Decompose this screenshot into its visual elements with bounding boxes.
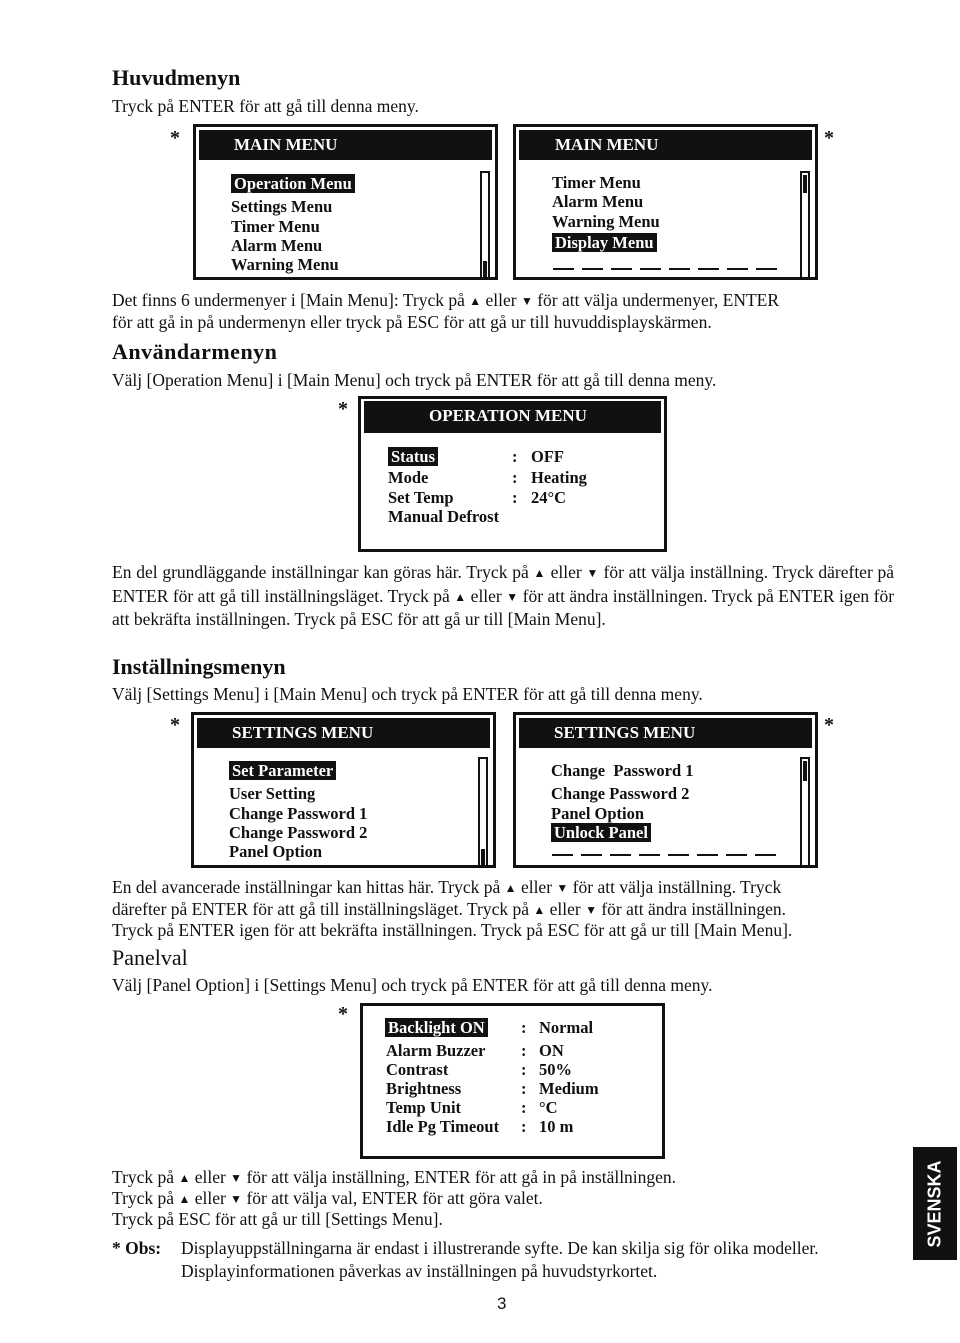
scrollbar-icon <box>480 171 490 279</box>
setting-value: 24°C <box>531 488 567 507</box>
menu-item-selected: Unlock Panel <box>551 823 651 842</box>
setting-value: 50% <box>539 1060 572 1079</box>
menu-item: Alarm Menu <box>231 236 323 255</box>
text: eller <box>550 562 582 582</box>
intro-panel-option: Välj [Panel Option] i [Settings Menu] och tryck på ENTER för att gå till denna meny. <box>112 975 713 995</box>
text: eller <box>470 585 502 606</box>
operation-menu-screen <box>358 396 667 552</box>
text: eller <box>194 1188 226 1208</box>
text: för att ändra inställningen. <box>601 899 787 919</box>
settings-menu-description-line1 <box>112 877 781 901</box>
asterisk-marker: * <box>170 714 180 736</box>
up-triangle-icon <box>454 586 466 606</box>
setting-value: °C <box>539 1098 558 1117</box>
text: En del grundläggande inställningar kan göras här. Tryck på <box>112 562 529 582</box>
page-number: 3 <box>497 1294 507 1313</box>
menu-item-selected: Set Parameter <box>229 761 336 780</box>
setting-label-selected: Status <box>388 447 438 466</box>
screen-title-bar <box>364 401 661 433</box>
scrollbar-thumb <box>481 849 485 865</box>
main-menu-description-line2: för att gå in på undermenyn eller tryck på ESC för att gå ur till huvuddisplayskärmen. <box>112 312 712 332</box>
screen-title-bar <box>199 130 492 160</box>
menu-item: Change Password 1 <box>551 761 694 780</box>
text: eller <box>520 877 553 897</box>
screen-title-bar <box>197 718 490 748</box>
text: Tryck på <box>112 1188 175 1208</box>
menu-item: User Setting <box>229 784 316 803</box>
up-triangle-icon <box>178 1188 190 1208</box>
text: för att välja undermenyer, ENTER <box>537 290 780 310</box>
language-label: SVENSKA <box>924 1159 945 1248</box>
screen-title-bar <box>519 718 812 748</box>
note-label: * Obs: <box>112 1238 162 1258</box>
menu-item: Settings Menu <box>231 197 333 216</box>
menu-item: Panel Option <box>229 842 323 861</box>
panel-instruction-line2 <box>112 1188 543 1212</box>
dashed-line <box>553 268 783 270</box>
setting-label: Mode <box>388 468 429 487</box>
heading-main-menu: Huvudmenyn <box>112 65 241 90</box>
setting-label: Brightness <box>386 1079 462 1098</box>
screen-title: MAIN MENU <box>234 135 338 154</box>
menu-item: Timer Menu <box>231 217 320 236</box>
scrollbar-thumb <box>483 261 487 277</box>
up-triangle-icon <box>533 899 545 919</box>
setting-label: Temp Unit <box>386 1098 462 1117</box>
scrollbar-icon <box>800 757 810 867</box>
setting-label-selected: Backlight ON <box>385 1018 488 1037</box>
screen-title-bar <box>519 130 812 160</box>
main-menu-screen-right <box>513 124 818 280</box>
setting-value: Heating <box>531 468 587 487</box>
down-triangle-icon <box>521 290 533 310</box>
setting-label: Alarm Buzzer <box>386 1041 486 1060</box>
setting-value: Medium <box>539 1079 599 1098</box>
text: Tryck därefter på ENTER för att gå till inställningsläget. Tryck på <box>112 562 895 606</box>
asterisk-marker: * <box>338 398 348 420</box>
settings-menu-description-line2 <box>112 899 786 923</box>
intro-settings-menu: Välj [Settings Menu] i [Main Menu] och tryck på ENTER för att gå till denna meny. <box>112 684 703 704</box>
separator: : <box>521 1060 527 1079</box>
separator: : <box>521 1018 527 1037</box>
language-side-tab <box>913 1147 957 1260</box>
intro-operation-menu: Välj [Operation Menu] i [Main Menu] och tryck på ENTER för att gå till denna meny. <box>112 370 717 390</box>
intro-main-menu: Tryck på ENTER för att gå till denna meny. <box>112 96 419 116</box>
down-triangle-icon <box>230 1167 242 1187</box>
panel-option-screen <box>360 1003 665 1159</box>
down-triangle-icon <box>556 877 568 897</box>
settings-menu-screen-right <box>513 712 818 868</box>
menu-item: Change Password 2 <box>229 823 368 842</box>
setting-value: Normal <box>539 1018 594 1037</box>
setting-value: ON <box>539 1041 564 1060</box>
asterisk-marker: * <box>170 127 180 149</box>
settings-menu-description-line3: Tryck på ENTER igen för att bekräfta inställningen. Tryck på ESC för att gå ur till [Main Menu]. <box>112 920 793 940</box>
screen-title: SETTINGS MENU <box>232 723 374 742</box>
heading-panel-option: Panelval <box>112 945 188 970</box>
heading-operation-menu: Användarmenyn <box>112 339 278 364</box>
note-line1: Displayuppställningarna är endast i illustrerande syfte. De kan skilja sig för olika modeller. <box>181 1238 819 1258</box>
main-menu-screen-left <box>193 124 498 280</box>
menu-item: Change Password 1 <box>229 804 368 823</box>
menu-item: Warning Menu <box>231 255 339 274</box>
asterisk-marker: * <box>824 127 834 149</box>
text: för att välja inställning. <box>603 562 768 582</box>
text: för att välja inställning. Tryck <box>572 877 782 897</box>
scrollbar-icon <box>800 171 810 279</box>
setting-label: Idle Pg Timeout <box>386 1117 500 1136</box>
menu-item-selected: Operation Menu <box>231 174 355 193</box>
text: för att välja inställning, ENTER för att gå in på inställningen. <box>246 1167 677 1187</box>
setting-label: Contrast <box>386 1060 449 1079</box>
note-line2: Displayinformationen påverkas av inställningen på huvudstyrkortet. <box>181 1261 658 1281</box>
text: Tryck på <box>112 1167 175 1187</box>
scrollbar-thumb <box>803 175 807 193</box>
screen-title: SETTINGS MENU <box>554 723 696 742</box>
menu-item: Change Password 2 <box>551 784 690 803</box>
asterisk-marker: * <box>824 714 834 736</box>
text: för att ändra <box>522 585 609 606</box>
panel-instruction-line1 <box>112 1167 676 1191</box>
menu-item-selected: Display Menu <box>552 233 657 252</box>
settings-menu-screen-left <box>191 712 496 868</box>
separator: : <box>521 1098 527 1117</box>
separator: : <box>521 1117 527 1136</box>
panel-instruction-line3: Tryck på ESC för att gå ur till [Settings Menu]. <box>112 1209 443 1229</box>
menu-item: Timer Menu <box>552 173 641 192</box>
up-triangle-icon <box>469 290 481 310</box>
text: eller <box>549 899 581 919</box>
text: inställningen. Tryck på ENTER igen för att bekräfta inställningen. Tryck på ESC för att gå ur till <box>112 585 895 629</box>
dashed-line <box>552 854 782 856</box>
down-triangle-icon <box>506 586 518 606</box>
down-triangle-icon <box>230 1188 242 1208</box>
menu-item: Alarm Menu <box>552 192 644 211</box>
separator: : <box>512 468 518 487</box>
menu-item: Panel Option <box>551 804 645 823</box>
text: [Main Menu]. <box>507 609 606 629</box>
screen-title: OPERATION MENU <box>429 406 587 425</box>
operation-menu-description <box>112 562 894 631</box>
up-triangle-icon <box>178 1167 190 1187</box>
screen-title: MAIN MENU <box>555 135 659 154</box>
separator: : <box>521 1041 527 1060</box>
setting-label: Manual Defrost <box>388 507 500 526</box>
asterisk-marker: * <box>338 1003 348 1025</box>
text: Det finns 6 undermenyer i [Main Menu]: Tryck på <box>112 290 465 310</box>
heading-settings-menu: Inställningsmenyn <box>112 654 286 679</box>
down-triangle-icon <box>586 562 598 582</box>
up-triangle-icon <box>534 562 546 582</box>
text: eller <box>485 290 517 310</box>
menu-item: Warning Menu <box>552 212 660 231</box>
up-triangle-icon <box>505 877 517 897</box>
text: En del avancerade inställningar kan hittas här. Tryck på <box>112 877 501 897</box>
down-triangle-icon <box>585 899 597 919</box>
setting-value: OFF <box>531 447 564 466</box>
separator: : <box>512 488 518 507</box>
separator: : <box>512 447 518 466</box>
setting-label: Set Temp <box>388 488 454 507</box>
main-menu-description-line1 <box>112 290 779 314</box>
setting-value: 10 m <box>539 1117 574 1136</box>
text: eller <box>194 1167 226 1187</box>
text: därefter på ENTER för att gå till inställningsläget. Tryck på <box>112 899 529 919</box>
scrollbar-icon <box>478 757 488 867</box>
scrollbar-thumb <box>803 761 807 781</box>
text: för att välja val, ENTER för att göra valet. <box>246 1188 543 1208</box>
separator: : <box>521 1079 527 1098</box>
